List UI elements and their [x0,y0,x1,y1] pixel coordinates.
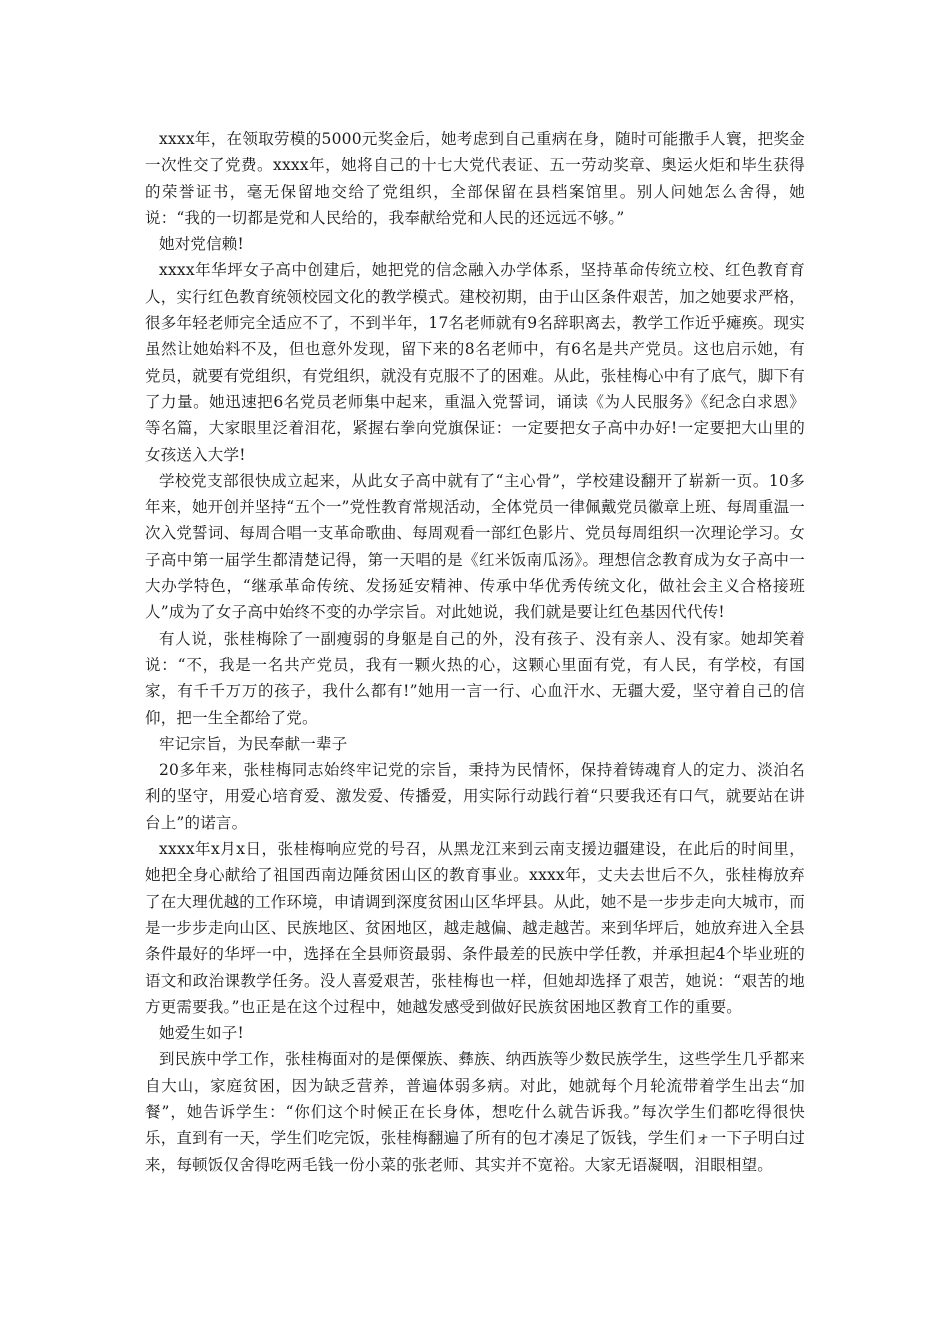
paragraph: 到民族中学工作，张桂梅面对的是傈僳族、彝族、纳西族等少数民族学生，这些学生几乎都来自大山，家庭贫困，因为缺乏营养，普遍体弱多病。对此，她就每个月轮流带着学生出去“加餐”，她告诉学生：“你们这个时候正在长身体，想吃什么就告诉我。”每次学生们都吃得很快乐，直到有一天，学生们吃完饭，张桂梅翻遍了所有的包才凑足了饭钱，学生们ォ一下子明白过来，每顿饭仅舍得吃两毛钱一份小菜的张老师、其实并不宽裕。大家无语凝咽，泪眼相望。 [145,1050,805,1174]
paragraph: xxxx年x月x日，张桂梅响应党的号召，从黑龙江来到云南支援边疆建设，在此后的时间里，她把全身心献给了祖国西南边陲贫困山区的教育事业。xxxx年，丈夫去世后不久，张桂梅放弃了在大理优越的工作环境，申请调到深度贫困山区华坪县。从此，她不是一步步走向大城市，而是一步步走向山区、民族地区、贫困地区，越走越偏、越走越苦。来到华坪后，她放弃进入全县条件最好的华坪一中，选择在全县师资最弱、条件最差的民族中学任教，并承担起4个毕业班的语文和政治课教学任务。没人喜爱艰苦，张桂梅也一样，但她却选择了艰苦，她说：“艰苦的地方更需要我。”也正是在这个过程中，她越发感受到做好民族贫困地区教育工作的重要。 [145,840,805,1016]
section-heading: 她对党信赖! [159,235,244,254]
section-heading: 牢记宗旨，为民奉献一辈子 [159,734,348,753]
document-body [145,126,805,1178]
paragraph: xxxx年华坪女子高中创建后，她把党的信念融入办学体系，坚持革命传统立校、红色教育育人，实行红色教育统领校园文化的教学模式。建校初期，由于山区条件艰苦，加之她要求严格，很多年轻老师完全适应不了，不到半年，17名老师就有9名辞职离去，教学工作近乎瘫痪。现实虽然让她始料不及，但也意外发现，留下来的8名老师中，有6名是共产党员。这也启示她，有党员，就要有党组织，有党组织，就没有克服不了的困难。从此，张桂梅心中有了底气，脚下有了力量。她迅速把6名党员老师集中起来，重温入党誓词，诵读《为人民服务》《纪念白求恩》等名篇，大家眼里泛着泪花，紧握右拳向党旗保证：一定要把女子高中办好!一定要把大山里的女孩送入大学! [145,261,805,464]
paragraph: 20多年来，张桂梅同志始终牢记党的宗旨，秉持为民情怀，保持着铸魂育人的定力、淡泊名利的坚守，用爱心培育爱、激发爱、传播爱，用实际行动践行着“只要我还有口气，就要站在讲台上”的诺言。 [145,761,805,832]
paragraph: 有人说，张桂梅除了一副瘦弱的身躯是自己的外，没有孩子、没有亲人、没有家。她却笑着说：“不，我是一名共产党员，我有一颗火热的心，这颗心里面有党，有人民，有学校，有国家，有千千万万的孩子，我什么都有!”她用一言一行、心血汗水、无疆大爱，坚守着自己的信仰，把一生全都给了党。 [145,629,805,727]
section-heading: 她爱生如子! [159,1024,244,1043]
paragraph: xxxx年，在领取劳模的5000元奖金后，她考虑到自己重病在身，随时可能撒手人寰，把奖金一次性交了党费。xxxx年，她将自己的十七大党代表证、五一劳动奖章、奥运火炬和毕生获得的荣誉证书，毫无保留地交给了党组织，全部保留在县档案馆里。别人问她怎么舍得，她说：“我的一切都是党和人民给的，我奉献给党和人民的还远远不够。” [145,130,805,227]
paragraph: 学校党支部很快成立起来，从此女子高中就有了“主心骨”，学校建设翻开了崭新一页。10多年来，她开创并坚持“五个一”党性教育常规活动，全体党员一律佩戴党员徽章上班、每周重温一次入党誓词、每周合唱一支革命歌曲、每周观看一部红色影片、党员每周组织一次理论学习。女子高中第一届学生都清楚记得，第一天唱的是《红米饭南瓜汤》。理想信念教育成为女子高中一大办学特色，“继承革命传统、发扬延安精神、传承中华优秀传统文化，做社会主义合格接班人”成为了女子高中始终不变的办学宗旨。对此她说，我们就是要让红色基因代代传! [145,471,805,622]
